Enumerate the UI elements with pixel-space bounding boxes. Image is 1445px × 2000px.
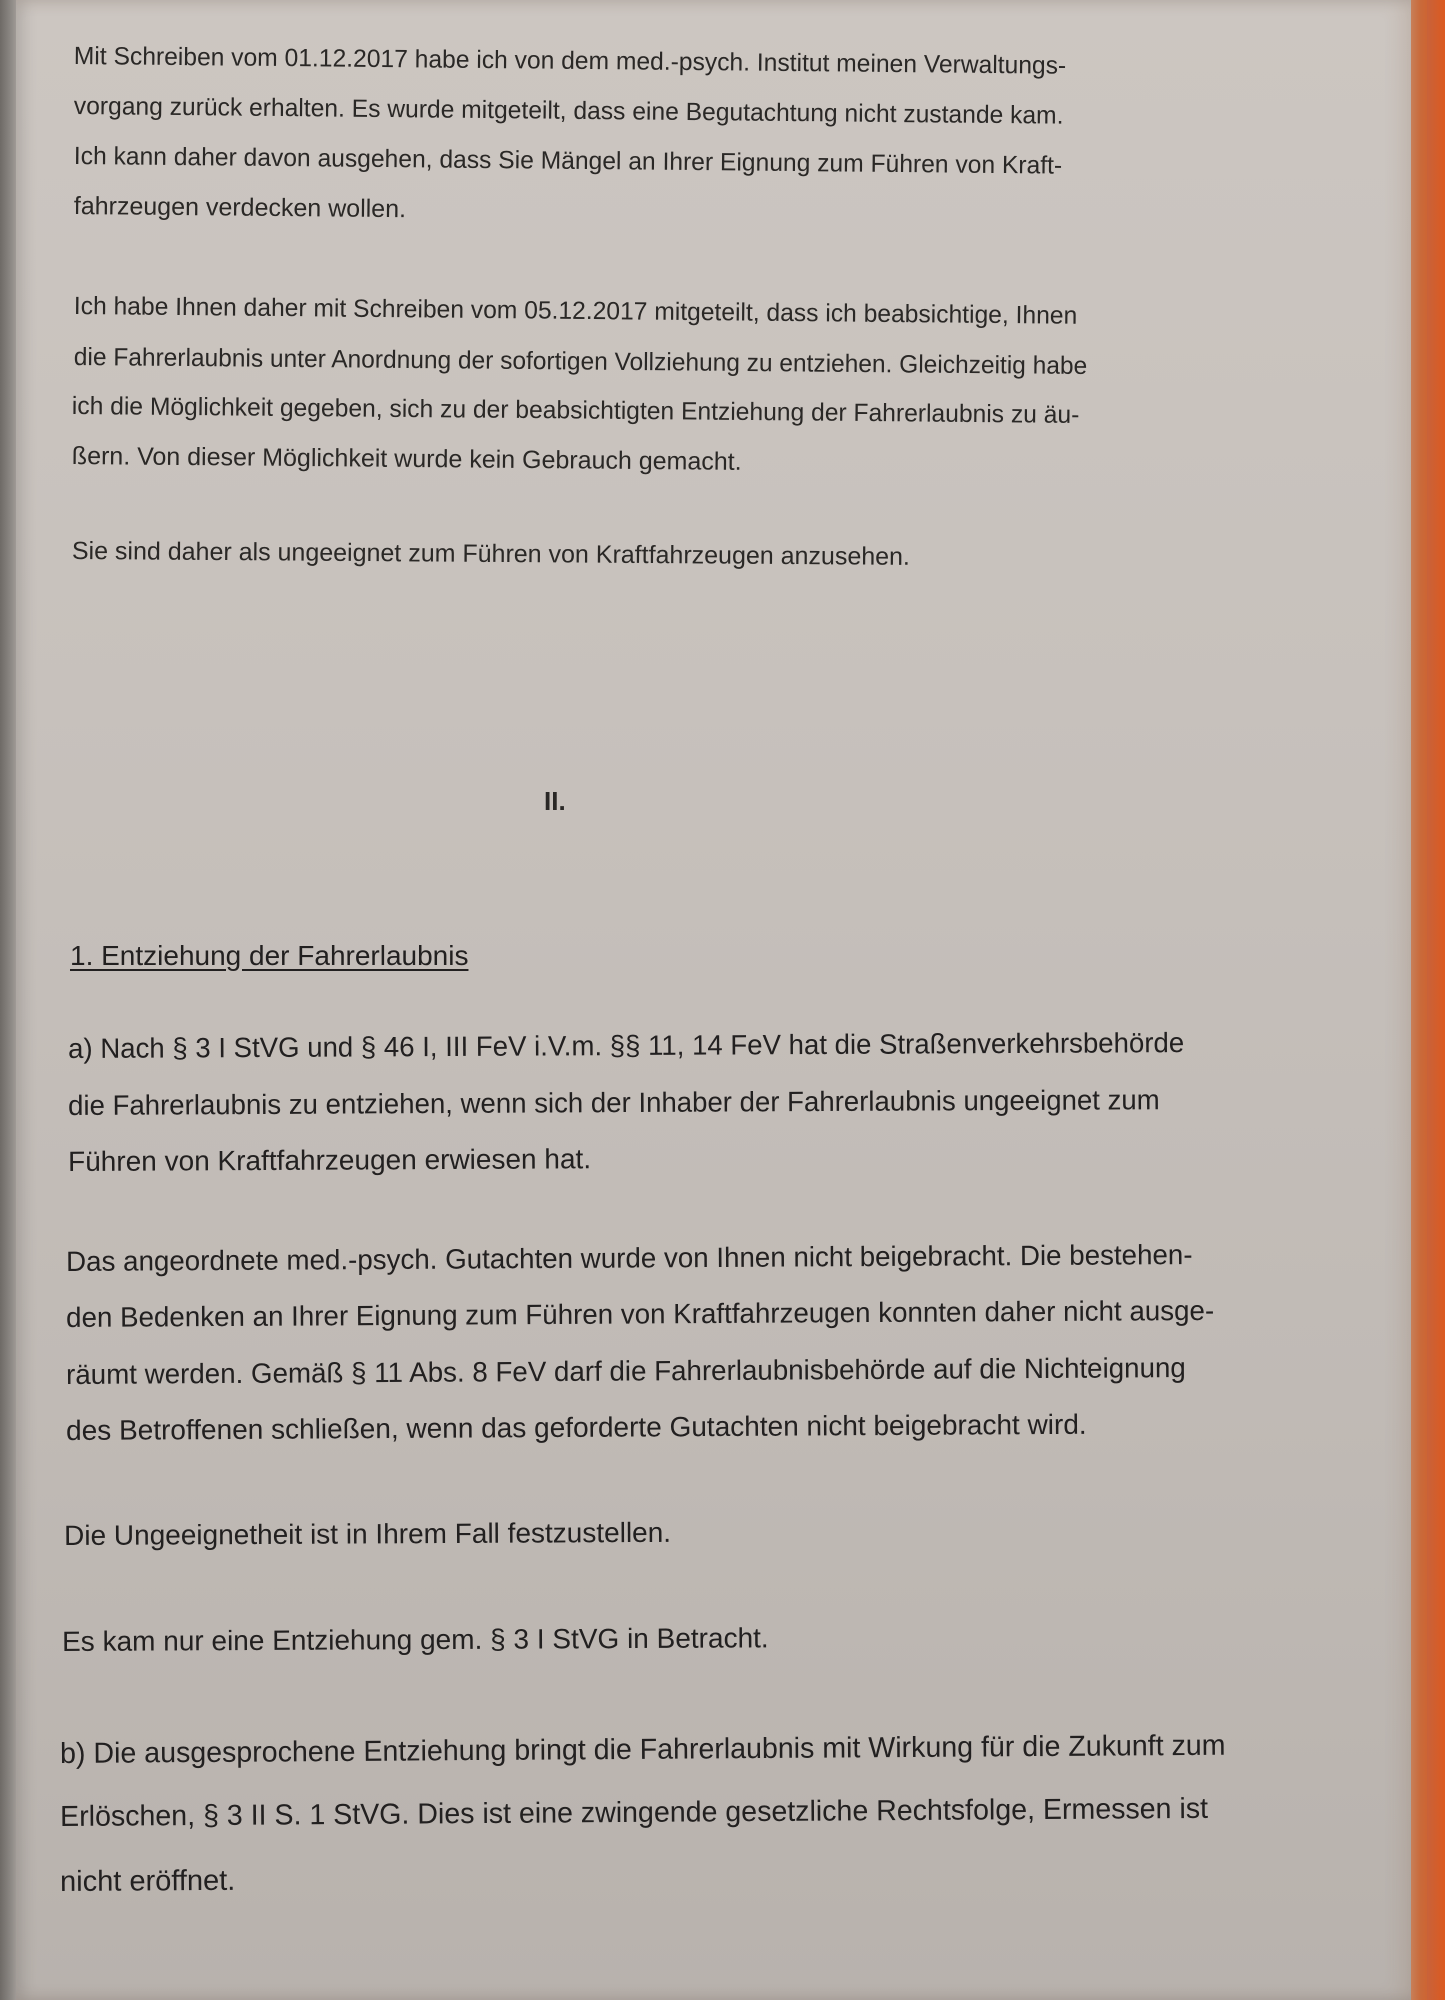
paragraph-2-line-1: Ich habe Ihnen daher mit Schreiben vom 05.12.2017 mitgeteilt, dass ich beabsichtige, Ihnen bbox=[73, 292, 1078, 330]
paragraph-2-line-2: die Fahrerlaubnis unter Anordnung der sofortigen Vollziehung zu entziehen. Gleichzeitig habe bbox=[73, 343, 1088, 381]
paragraph-6: Es kam nur eine Entziehung gem. § 3 I StVG in Betracht. bbox=[62, 1622, 769, 1657]
paragraph-2-line-4: ßern. Von dieser Möglichkeit wurde kein Gebrauch gemacht. bbox=[71, 442, 742, 476]
paragraph-b-line-2: Erlöschen, § 3 II S. 1 StVG. Dies ist eine zwingende gesetzliche Rechtsfolge, Ermessen ist bbox=[60, 1792, 1209, 1833]
paragraph-a-line-2: die Fahrerlaubnis zu entziehen, wenn sich der Inhaber der Fahrerlaubnis ungeeignet zum bbox=[68, 1084, 1160, 1121]
paragraph-3: Sie sind daher als ungeeignet zum Führen von Kraftfahrzeugen anzusehen. bbox=[71, 537, 911, 571]
paragraph-4-line-1: Das angeordnete med.-psych. Gutachten wurde von Ihnen nicht beigebracht. Die bestehen- bbox=[66, 1239, 1193, 1277]
paragraph-4-line-3: räumt werden. Gemäß § 11 Abs. 8 FeV darf die Fahrerlaubnisbehörde auf die Nichteignung bbox=[66, 1352, 1186, 1390]
paragraph-1-line-3: Ich kann daher davon ausgehen, dass Sie Mängel an Ihrer Eignung zum Führen von Kraft- bbox=[73, 142, 1063, 180]
paragraph-b-line-3: nicht eröffnet. bbox=[60, 1864, 236, 1898]
paragraph-2-line-3: ich die Möglichkeit gegeben, sich zu der beabsichtigten Entziehung der Fahrerlaubnis zu äu- bbox=[71, 392, 1080, 429]
paragraph-1-line-4: fahrzeugen verdecken wollen. bbox=[73, 192, 407, 224]
paragraph-1-line-1: Mit Schreiben vom 01.12.2017 habe ich von dem med.-psych. Institut meinen Verwaltungs- bbox=[73, 42, 1067, 80]
paragraph-b-line-1: b) Die ausgesprochene Entziehung bringt die Fahrerlaubnis mit Wirkung für die Zukunft zum bbox=[60, 1729, 1226, 1770]
paragraph-5: Die Ungeeignetheit ist in Ihrem Fall festzustellen. bbox=[64, 1516, 672, 1551]
paragraph-4-line-4: des Betroffenen schließen, wenn das geforderte Gutachten nicht beigebracht wird. bbox=[66, 1408, 1087, 1446]
paragraph-1-line-2: vorgang zurück erhalten. Es wurde mitgeteilt, dass eine Begutachtung nicht zustande kam. bbox=[73, 92, 1064, 130]
section-heading: II. bbox=[544, 786, 566, 816]
orange-background-edge bbox=[1427, 0, 1445, 2000]
document-page bbox=[16, 0, 1411, 2000]
paragraph-4-line-2: den Bedenken an Ihrer Eignung zum Führen von Kraftfahrzeugen konnten daher nicht ausge- bbox=[66, 1294, 1215, 1333]
paragraph-a-line-3: Führen von Kraftfahrzeugen erwiesen hat. bbox=[68, 1143, 592, 1177]
subheading: 1. Entziehung der Fahrerlaubnis bbox=[70, 940, 469, 971]
paragraph-a-line-1: a) Nach § 3 I StVG und § 46 I, III FeV i.V.m. §§ 11, 14 FeV hat die Straßenverkehrsbehörde bbox=[68, 1027, 1185, 1064]
